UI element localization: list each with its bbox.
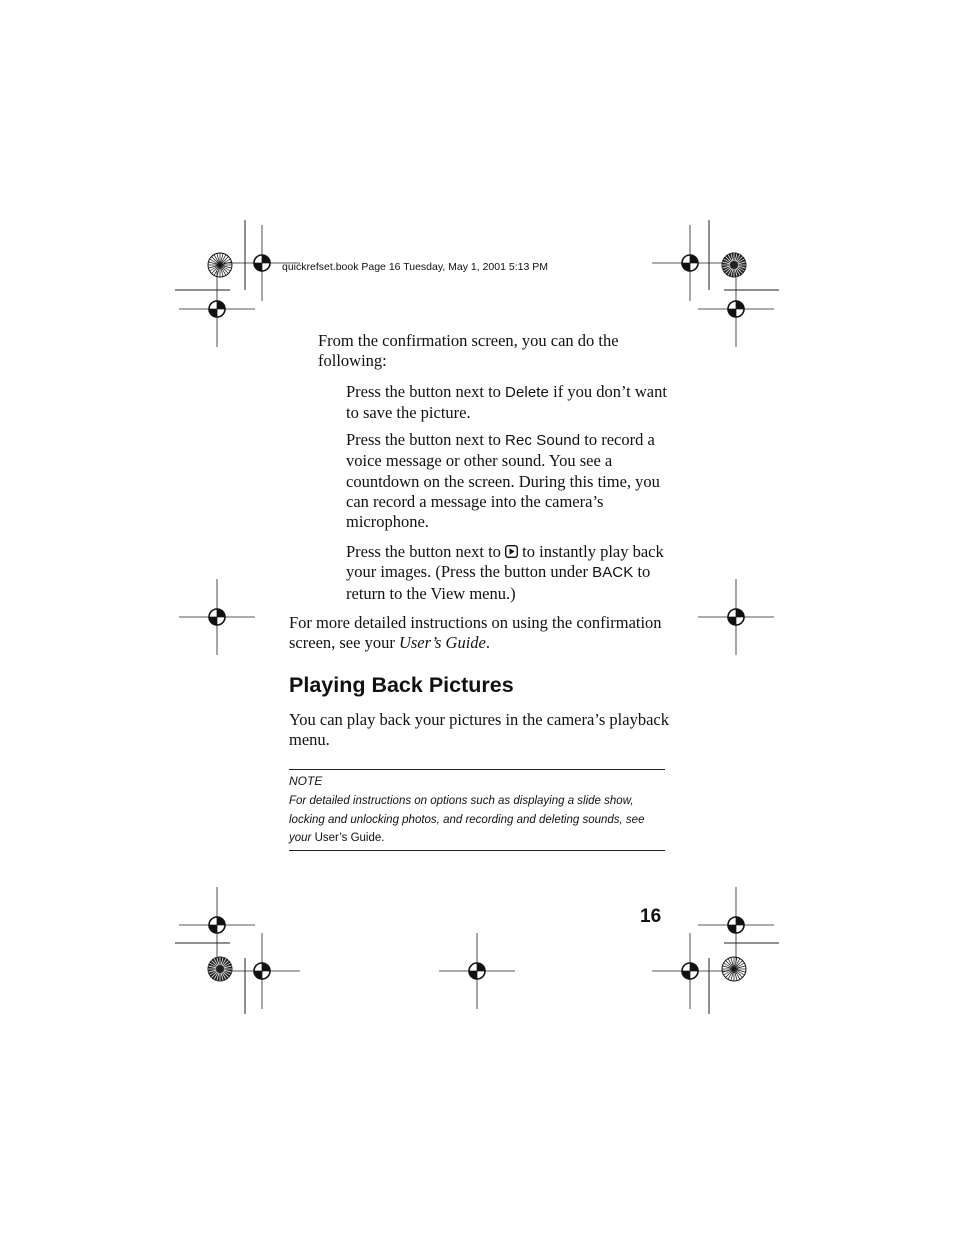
users-guide-ref: User’s Guide <box>398 633 486 653</box>
more-info-pre: For more detailed instructions on using the confirmation screen, see your <box>289 613 662 653</box>
registration-mark-icon <box>652 933 728 1009</box>
star-target-icon <box>208 253 232 277</box>
registration-mark-icon <box>698 579 774 655</box>
rec-sound-label: Rec Sound <box>505 432 581 449</box>
star-target-icon <box>208 957 232 981</box>
bullet-delete-pre: Press the button next to <box>346 382 506 401</box>
note-end: . <box>381 832 385 845</box>
bullet-play-mid: to instantly play back your images. (Press the button under <box>346 542 664 582</box>
note-users-guide-ref: User’s Guide <box>314 832 382 845</box>
star-target-icon <box>722 957 746 981</box>
star-target-icon <box>722 253 746 277</box>
play-icon <box>505 545 518 558</box>
more-info-paragraph <box>289 613 674 654</box>
more-info-post: . <box>485 633 491 653</box>
bullet-delete <box>346 382 676 424</box>
playback-paragraph: You can play back your pictures in the camera’s playback menu. <box>289 710 669 750</box>
bullet-play-post: to return to the View menu.) <box>346 562 651 603</box>
bullet-play <box>346 542 676 604</box>
section-heading: Playing Back Pictures <box>289 673 514 697</box>
bullet-rec-sound <box>346 430 671 532</box>
registration-mark-icon <box>652 225 728 301</box>
intro-paragraph: From the confirmation screen, you can do the following: <box>318 331 619 371</box>
registration-mark-icon <box>698 887 774 963</box>
registration-mark-icon <box>179 579 255 655</box>
note-body: For detailed instructions on options such as displaying a slide show, locking and unlocking photos, and recording and deleting sounds, see your <box>289 795 645 845</box>
bullet-rec-sound-post: to record a voice message or other sound. You see a countdown on the screen. During this time, you can record a message into the camera’s microphone. <box>346 430 660 532</box>
file-slug: quickrefset.book Page 16 Tuesday, May 1, 2001 5:13 PM <box>282 261 548 273</box>
bullet-delete-post: if you don’t want to save the picture. <box>346 382 667 423</box>
note-box <box>289 769 665 851</box>
note-label: NOTE <box>289 774 323 788</box>
note-text <box>289 792 669 848</box>
registration-mark-icon <box>439 933 515 1009</box>
registration-mark-icon <box>179 887 255 963</box>
bullet-rec-sound-pre: Press the button next to <box>346 430 506 449</box>
bullet-play-pre: Press the button next to <box>346 542 506 561</box>
delete-label: Delete <box>505 384 549 401</box>
registration-mark-icon <box>179 271 255 347</box>
registration-mark-icon <box>224 933 300 1009</box>
back-label: BACK <box>592 564 634 582</box>
page-number: 16 <box>640 906 662 927</box>
